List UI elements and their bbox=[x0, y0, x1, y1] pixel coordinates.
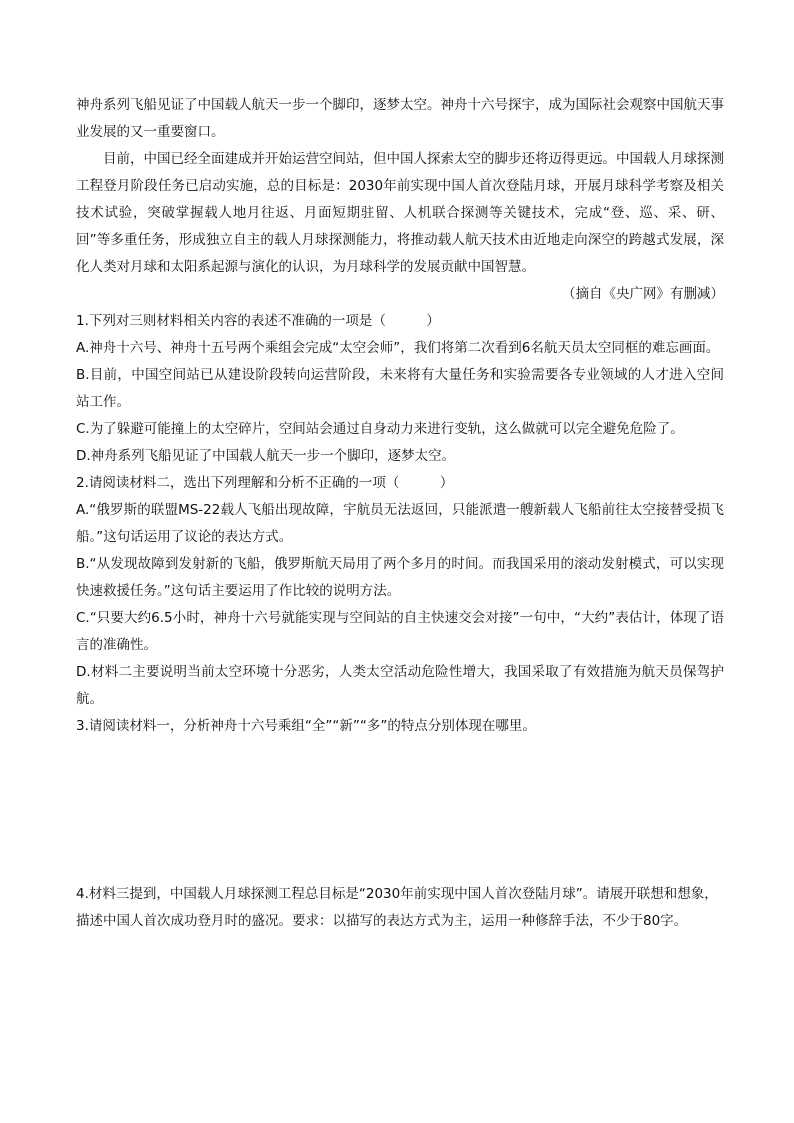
question-1-stem: 1.下列对三则材料相关内容的表述不准确的一项是（ ） bbox=[76, 313, 440, 329]
question-1-option-b: B.目前，中国空间站已从建设阶段转向运营阶段，未来将有大量任务和实验需要各专业领域的人才进入空间站工作。 bbox=[76, 367, 724, 410]
answer-space bbox=[76, 740, 724, 881]
document-page bbox=[76, 92, 724, 935]
question-2-option-c: C.“只要大约6.5小时，神舟十六号就能实现与空间站的自主快速交会对接”一句中，“大约”表估计，体现了语言的准确性。 bbox=[76, 610, 724, 653]
question-4 bbox=[76, 881, 724, 935]
question-1-option-c: C.为了躲避可能撞上的太空碎片，空间站会通过自身动力来进行变轨，这么做就可以完全避免危险了。 bbox=[76, 421, 684, 437]
question-4-stem: 4.材料三提到，中国载人月球探测工程总目标是“2030年前实现中国人首次登陆月球”。请展开联想和想象，描述中国人首次成功登月时的盛况。要求：以描写的表达方式为主，运用一种修辞手法，不少于80字。 bbox=[76, 886, 718, 929]
question-3-stem: 3.请阅读材料一，分析神舟十六号乘组“全”“新”“多”的特点分别体现在哪里。 bbox=[76, 718, 536, 734]
question-1 bbox=[76, 308, 724, 470]
question-1-option-d: D.神舟系列飞船见证了中国载人航天一步一个脚印，逐梦太空。 bbox=[76, 448, 456, 464]
question-3 bbox=[76, 713, 724, 881]
material-paragraph-2: 目前，中国已经全面建成并开始运营空间站，但中国人探索太空的脚步还将迈得更远。中国载人月球探测工程登月阶段任务已启动实施，总的目标是：2030年前实现中国人首次登陆月球，开展月球科学考察及相关技术试验，突破掌握载人地月往返、月面短期驻留、人机联合探测等关键技术，完成“登、巡、采、研、回”等多重任务，形成独立自主的载人月球探测能力，将推动载人航天技术由近地走向深空的跨越式发展，深化人类对月球和太阳系起源与演化的认识，为月球科学的发展贡献中国智慧。 bbox=[76, 151, 724, 275]
question-1-option-a: A.神舟十六号、神舟十五号两个乘组会完成“太空会师”，我们将第二次看到6名航天员太空同框的难忘画面。 bbox=[76, 340, 720, 356]
question-2-option-b: B.“从发现故障到发射新的飞船，俄罗斯航天局用了两个多月的时间。而我国采用的滚动发射模式，可以实现快速救援任务。”这句话主要运用了作比较的说明方法。 bbox=[76, 556, 724, 599]
question-2 bbox=[76, 470, 724, 713]
question-2-option-a: A.“俄罗斯的联盟MS-22载人飞船出现故障，宇航员无法返回，只能派遣一艘新载人飞船前往太空接替受损飞船。”这句话运用了议论的表达方式。 bbox=[76, 502, 724, 545]
source-citation: （摘自《央广网》有删减） bbox=[562, 286, 724, 302]
material-paragraph-1: 神舟系列飞船见证了中国载人航天一步一个脚印，逐梦太空。神舟十六号探宇，成为国际社会观察中国航天事业发展的又一重要窗口。 bbox=[76, 97, 724, 140]
question-2-stem: 2.请阅读材料二，选出下列理解和分析不正确的一项（ ） bbox=[76, 475, 454, 491]
question-2-option-d: D.材料二主要说明当前太空环境十分恶劣，人类太空活动危险性增大，我国采取了有效措施为航天员保驾护航。 bbox=[76, 664, 724, 707]
